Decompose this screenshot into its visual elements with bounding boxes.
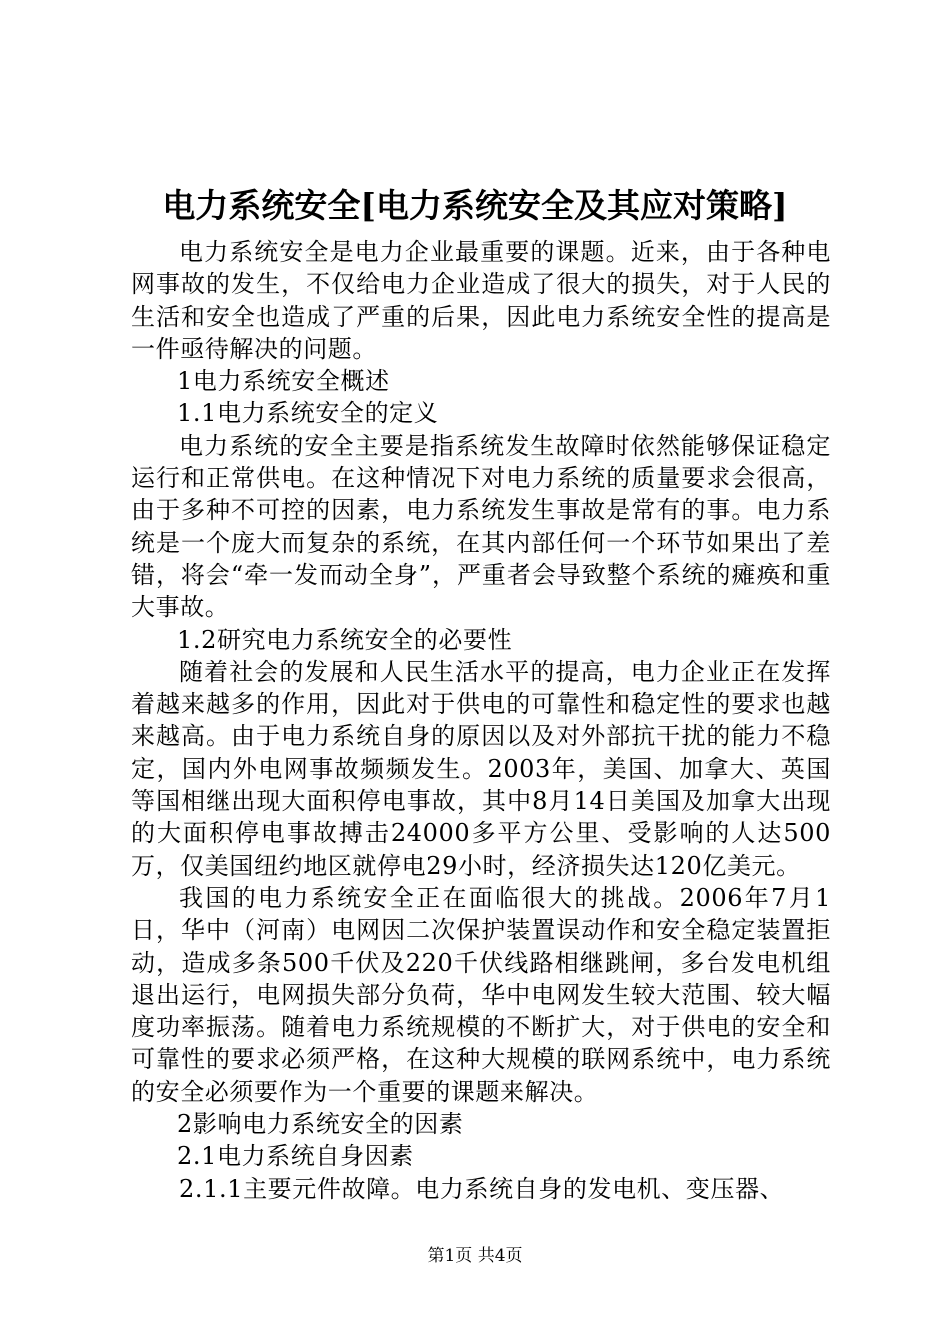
section-heading-2: 2影响电力系统安全的因素 [177, 1110, 464, 1139]
document-body [131, 236, 831, 1205]
section-heading-1: 1电力系统安全概述 [177, 367, 390, 396]
section-heading-1-2: 1.2研究电力系统安全的必要性 [177, 625, 513, 654]
document-title: 电力系统安全[电力系统安全及其应对策略] [162, 186, 788, 225]
page-footer: 第1页 共4页 [427, 1246, 523, 1266]
paragraph-intro: 电力系统安全是电力企业最重要的课题。近来，由于各种电网事故的发生，不仅给电力企业造成了很大的损失，对于人民的生活和安全也造成了严重的后果，因此电力系统安全性的提高是一件亟待解决的问题。 [131, 238, 831, 363]
paragraph-component-failure: 2.1.1主要元件故障。电力系统自身的发电机、变压器、 [179, 1174, 785, 1203]
paragraph-necessity: 随着社会的发展和人民生活水平的提高，电力企业正在发挥着越来越多的作用，因此对于供电的可靠性和稳定性的要求也越来越高。由于电力系统自身的原因以及对外部抗干扰的能力不稳定，国内外电网事故频频发生。2003年，美国、加拿大、英国等国相继出现大面积停电事故，其中8月14日美国及加拿大出现的大面积停电事故搏击24000多平方公里、受影响的人达500万，仅美国纽约地区就停电29小时，经济损失达120亿美元。 [131, 657, 831, 880]
section-heading-2-1: 2.1电力系统自身因素 [177, 1142, 414, 1171]
section-heading-1-1: 1.1电力系统安全的定义 [177, 399, 439, 428]
paragraph-china-challenge: 我国的电力系统安全正在面临很大的挑战。2006年7月1日，华中（河南）电网因二次保护装置误动作和安全稳定装置拒动，造成多条500千伏及220千伏线路相继跳闸，多台发电机组退出运行，电网损失部分负荷，华中电网发生较大范围、较大幅度功率振荡。随着电力系统规模的不断扩大，对于供电的安全和可靠性的要求必须严格，在这种大规模的联网系统中，电力系统的安全必须要作为一个重要的课题来解决。 [131, 883, 831, 1106]
paragraph-definition: 电力系统的安全主要是指系统发生故障时依然能够保证稳定运行和正常供电。在这种情况下对电力系统的质量要求会很高，由于多种不可控的因素，电力系统发生事故是常有的事。电力系统是一个庞大而复杂的系统，在其内部任何一个环节如果出了差错，将会“牵一发而动全身”，严重者会导致整个系统的瘫痪和重大事故。 [131, 431, 831, 622]
